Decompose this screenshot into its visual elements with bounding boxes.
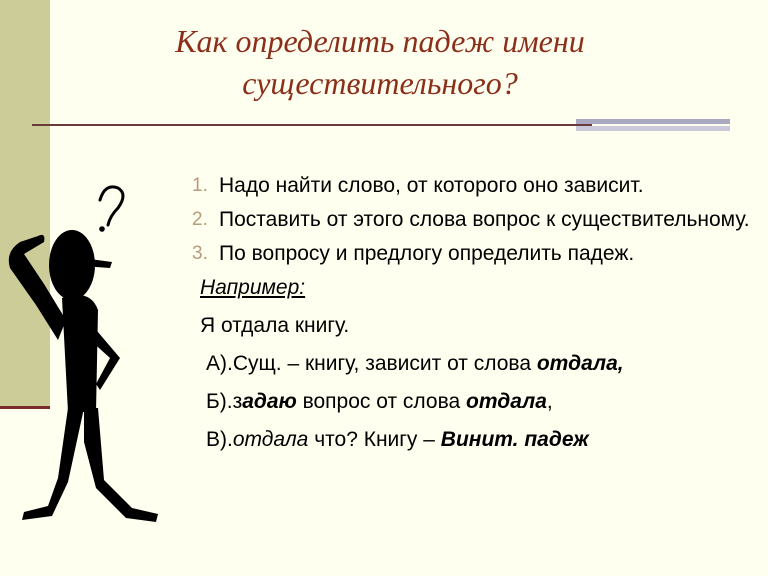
title-rule-accent — [576, 119, 730, 134]
example-heading-text: Например: — [200, 276, 306, 299]
slide-content — [192, 170, 752, 462]
list-item-text: По вопросу и предлогу определить падеж. — [219, 242, 635, 265]
example-c-mid: что? Книгу – — [308, 428, 441, 451]
list-item-text: Надо найти слово, от которого оно зависит. — [219, 174, 644, 197]
example-heading — [200, 272, 752, 303]
example-b-pre: Б).з — [206, 390, 243, 413]
example-line-b — [206, 386, 752, 417]
example-line-a — [206, 348, 752, 379]
example-b-post: , — [546, 390, 553, 413]
example-c-bold: Винит. падеж — [440, 428, 589, 451]
example-b-bold: адаю — [242, 390, 297, 413]
example-c-pre: В). — [206, 428, 233, 451]
example-b-bold2: отдала — [466, 390, 547, 413]
example-b-mid: вопрос от слова — [296, 390, 467, 413]
title-line-1: Как определить падеж имени — [175, 23, 585, 59]
list-number: 3. — [192, 243, 208, 264]
title-rule — [32, 124, 592, 126]
example-c-italic: отдала — [232, 428, 309, 451]
list-item — [192, 204, 752, 235]
example-sentence: Я отдала книгу. — [200, 314, 350, 337]
list-item — [192, 170, 752, 201]
thinking-figure-icon — [0, 180, 180, 530]
example-a-text: А).Сущ. – книгу, зависит от слова — [206, 352, 537, 375]
slide-title — [100, 20, 660, 104]
example-line-c — [206, 424, 752, 455]
list-number: 2. — [192, 209, 208, 230]
list-item-text: Поставить от этого слова вопрос к существительному. — [219, 208, 750, 231]
list-number: 1. — [192, 175, 208, 196]
title-line-2: существительного? — [242, 65, 518, 101]
question-mark-icon — [99, 187, 123, 232]
list-item — [192, 238, 752, 269]
example-a-bold: отдала, — [536, 352, 624, 375]
steps-list — [192, 170, 752, 269]
